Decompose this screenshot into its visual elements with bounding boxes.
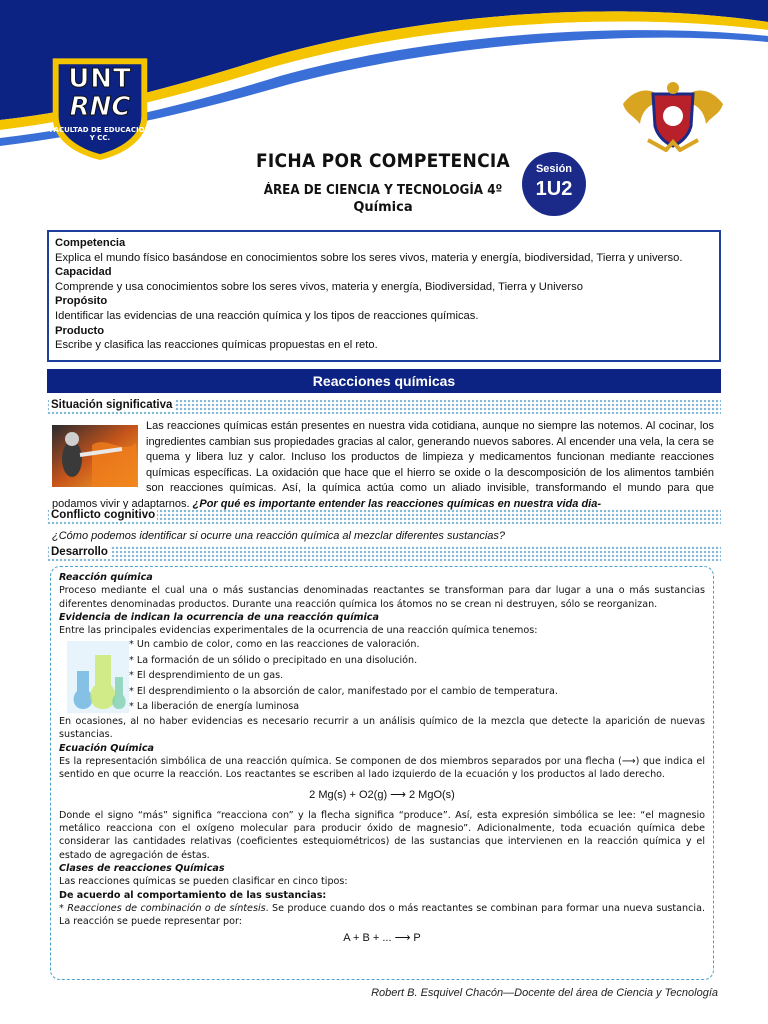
list-item: * El desprendimiento o la absorción de calor, manifestado por el cambio de temperatura. bbox=[129, 685, 558, 697]
list-item: * La liberación de energía luminosa bbox=[129, 701, 300, 713]
conflicto-divider bbox=[47, 509, 721, 524]
list-item: * La formación de un sólido o precipitado en una disolución. bbox=[129, 654, 418, 666]
reaccion-heading: Reacción química bbox=[59, 572, 153, 583]
desarrollo-label: Desarrollo bbox=[51, 546, 108, 558]
clases-heading: Clases de reacciones Químicas bbox=[59, 862, 225, 874]
evidencia-heading: Evidencia de indican la ocurrencia de una reacción química bbox=[59, 611, 379, 623]
evidencia-text: Entre las principales evidencias experimentales de la ocurrencia de una reacción química tenemos: bbox=[59, 625, 538, 637]
proposito-heading: Propósito bbox=[55, 295, 108, 308]
equation-synthesis: A + B + ... ⟶ P bbox=[343, 932, 421, 945]
competencia-text: Explica el mundo físico basándose en conocimientos sobre los seres vivos, materia y energía, biodiversidad, Tierra y universo. bbox=[55, 251, 683, 264]
producto-heading: Producto bbox=[55, 324, 105, 337]
situacion-divider bbox=[47, 399, 721, 414]
logo-line2: RNC bbox=[69, 92, 131, 122]
combinacion-text: * Reacciones de combinación o de síntesis. Se produce cuando dos o más reactantes se combinan para formar una nueva sustancia. La reacción se puede representar por: bbox=[59, 902, 705, 928]
evidence-list bbox=[129, 637, 705, 715]
comportamiento-heading: De acuerdo al comportamiento de las sustancias: bbox=[59, 889, 327, 901]
footer-credit: Robert B. Esquivel Chacón—Docente del área de Ciencia y Tecnología bbox=[371, 987, 718, 999]
reaccion-text: Proceso mediante el cual una o más sustancias denominadas reactantes se transforman para dar lugar a una o más sustancias diferentes denominadas productos. Durante una reacción química los átomos no se crean ni destruyen, sólo se reorganizan. bbox=[59, 585, 705, 610]
conflicto-label: Conflicto cognitivo bbox=[51, 509, 156, 521]
ecuacion-text: Es la representación simbólica de una reacción química. Se componen de dos miembros separados por una flecha (⟶) que indica el sentido en que ocurre la reacción. Los reactantes se escriben al lado izquierdo de la ecuación y los productos al lado derecho. bbox=[59, 755, 705, 781]
area-title: ÁREA DE CIENCIA Y TECNOLOGÍA 4º bbox=[263, 183, 503, 198]
section-title: Reacciones químicas bbox=[47, 369, 721, 393]
competencia-heading: Competencia bbox=[55, 237, 126, 249]
desarrollo-box bbox=[50, 566, 714, 980]
capacidad-heading: Capacidad bbox=[55, 266, 112, 279]
logo-subtitle: FACULTAD DE EDUCACION Y CC. bbox=[49, 126, 151, 142]
ecuacion-heading: Ecuación Química bbox=[59, 742, 155, 754]
crest-icon bbox=[618, 74, 728, 152]
proposito-text: Identificar las evidencias de una reacción química y los tipos de reacciones químicas. bbox=[55, 309, 479, 322]
clases-text: Las reacciones químicas se pueden clasificar en cinco tipos: bbox=[59, 876, 348, 888]
logo-line1: UNT bbox=[68, 64, 132, 94]
session-label: Sesión bbox=[535, 163, 573, 175]
combinacion-desc: . Se produce cuando dos o más reactantes se combinan para formar una nueva sustancia. La reacción se puede representar por: bbox=[59, 902, 705, 928]
list-item: * El desprendimiento de un gas. bbox=[129, 670, 284, 682]
competency-box bbox=[47, 230, 721, 362]
desarrollo-divider bbox=[47, 546, 721, 561]
page-title: FICHA POR COMPETENCIA bbox=[255, 150, 511, 172]
capacidad-text: Comprende y usa conocimientos sobre los seres vivos, materia y energía, Biodiversidad, Tierra y Universo bbox=[55, 280, 583, 293]
session-value: 1U2 bbox=[535, 178, 573, 200]
combinacion-term: Reacciones de combinación o de síntesis bbox=[67, 902, 266, 914]
situacion-label: Situación significativa bbox=[51, 399, 173, 411]
list-item: * Un cambio de color, como en las reacciones de valoración. bbox=[129, 639, 420, 651]
flasks-image bbox=[67, 641, 129, 713]
situacion-question: ¿Por qué es importante entender las reacciones químicas en nuestra vida dia- bbox=[192, 497, 601, 510]
university-logo bbox=[48, 56, 152, 160]
subject-title: Química bbox=[353, 200, 413, 215]
firefighter-image bbox=[52, 425, 138, 487]
signo-text: Donde el signo “más” significa “reacciona con” y la flecha significa “produce”. Así, esta expresión simbólica se lee: “el magnesio metálico reacciona con el oxígeno molecular para producir óxido de magnesio”. Adicionalmente, toda ecuación química debe considerar las cantidades relativas (coeficientes estequiométricos) de las sustancias que intervienen en la reacción química y el estado de agregación de éstas. bbox=[59, 809, 705, 861]
equation-mg: 2 Mg(s) + O2(g) ⟶ 2 MgO(s) bbox=[309, 789, 455, 802]
conflicto-question: ¿Cómo podemos identificar si ocurre una reacción química al mezclar diferentes sustancias? bbox=[52, 530, 506, 542]
situacion-text: Las reacciones químicas están presentes en nuestra vida cotidiana, aunque no siempre las notemos. Al cocinar, los ingredientes cambian sus propiedades gracias al calor, generando nuevos sabores. Al encender una vela, la cera se quema y libera luz y calor. Incluso los productos de limpieza y medicamentos funcionan mediante reacciones químicas específicas. La oxidación que hace que el hierro se oxide o la descomposición de los alimentos también son reacciones químicas. Así, la química actúa como un aliado invisible, transformando el mundo para que podamos vivir y adaptarnos. bbox=[52, 420, 714, 510]
producto-text: Escribe y clasifica las reacciones químicas propuestas en el reto. bbox=[55, 339, 378, 352]
situacion-text-block bbox=[52, 419, 714, 512]
session-badge bbox=[522, 152, 586, 216]
analisis-text: En ocasiones, al no haber evidencias es necesario recurrir a un análisis químico de la mezcla que detecte la aparición de nuevas sustancias. bbox=[59, 715, 705, 741]
